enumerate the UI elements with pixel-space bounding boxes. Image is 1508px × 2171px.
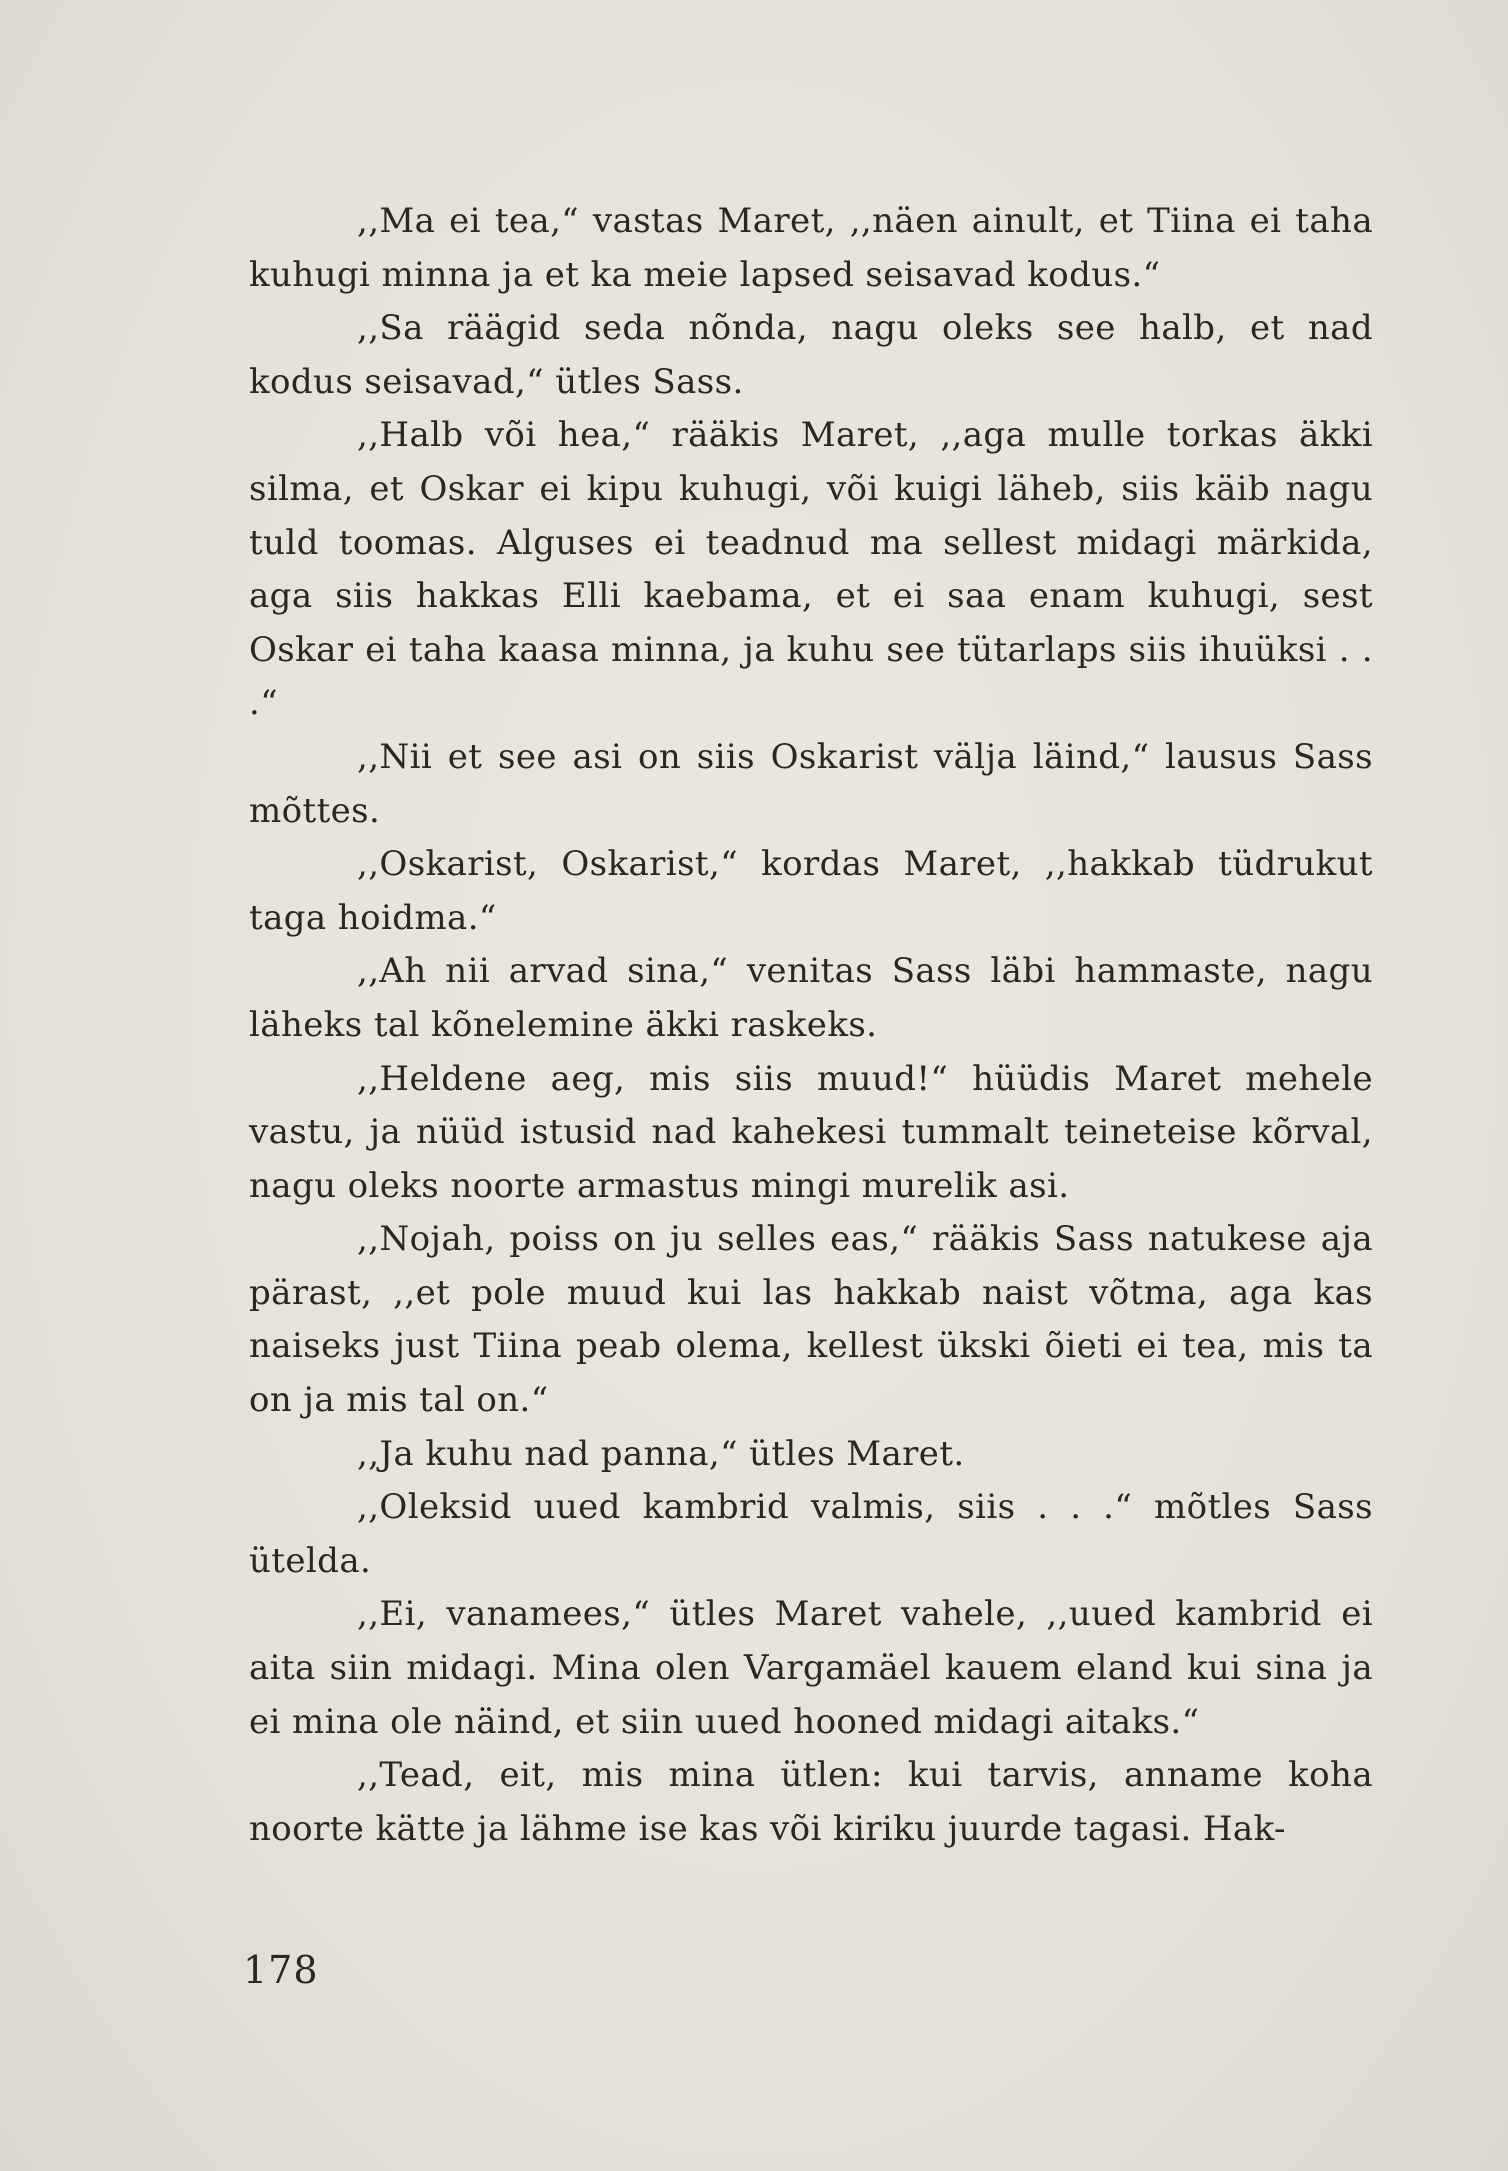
paragraph-4: ,,Nii et see asi on siis Oskarist välja läind,“ lausus Sass mõttes. xyxy=(249,736,1373,831)
paragraph-11: ,,Ei, vanamees,“ ütles Maret vahele, ,,uued kambrid ei aita siin midagi. Mina olen Vargamäel kauem eland kui sina ja ei mina ole näind, et siin uued hooned midagi aitaks.“ xyxy=(249,1594,1373,1742)
body-text xyxy=(249,195,1373,1856)
paragraph-7: ,,Heldene aeg, mis siis muud!“ hüüdis Maret mehele vastu, ja nüüd istusid nad kahekesi tummalt teineteise kõrval, nagu oleks noorte armastus mingi murelik asi. xyxy=(249,1058,1373,1206)
paragraph-8: ,,Nojah, poiss on ju selles eas,“ rääkis Sass natukese aja pärast, ,,et pole muud kui las hakkab naist võtma, aga kas naiseks just Tiina peab olema, kellest ükski õieti ei tea, mis ta on ja mis tal on.“ xyxy=(249,1219,1373,1421)
paragraph-12: ,,Tead, eit, mis mina ütlen: kui tarvis, anname koha noorte kätte ja lähme ise kas või kiriku juurde tagasi. Hak- xyxy=(249,1755,1373,1849)
paragraph-3: ,,Halb või hea,“ rääkis Maret, ,,aga mulle torkas äkki silma, et Oskar ei kipu kuhugi, või kuigi läheb, siis käib nagu tuld toomas. Alguses ei teadnud ma sellest midagi märkida, aga siis hakkas Elli kaebama, et ei saa enam kuhugi, sest Oskar ei taha kaasa minna, ja kuhu see tütarlaps siis ihuüksi . . .“ xyxy=(249,415,1373,724)
paragraph-2: ,,Sa räägid seda nõnda, nagu oleks see halb, et nad kodus seisavad,“ ütles Sass. xyxy=(249,308,1373,402)
paragraph-1: ,,Ma ei tea,“ vastas Maret, ,,näen ainult, et Tiina ei taha kuhugi minna ja et ka meie lapsed seisavad kodus.“ xyxy=(249,201,1373,295)
paragraph-10: ,,Oleksid uued kambrid valmis, siis . . .“ mõtles Sass ütelda. xyxy=(249,1487,1373,1581)
paragraph-5: ,,Oskarist, Oskarist,“ kordas Maret, ,,hakkab tüdrukut taga hoidma.“ xyxy=(249,844,1373,938)
paragraph-6: ,,Ah nii arvad sina,“ venitas Sass läbi hammaste, nagu läheks tal kõnelemine äkki raskeks. xyxy=(249,951,1373,1045)
paragraph-9: ,,Ja kuhu nad panna,“ ütles Maret. xyxy=(357,1433,965,1474)
page-number: 178 xyxy=(243,1948,319,1992)
